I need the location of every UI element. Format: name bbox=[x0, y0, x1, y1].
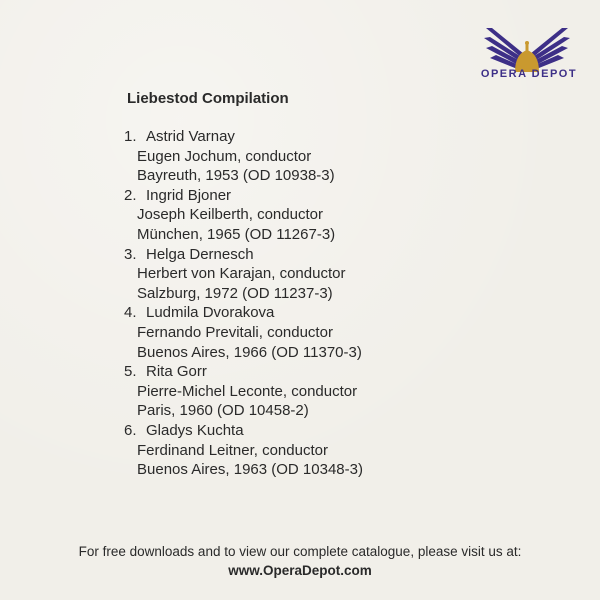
footer-url-link[interactable]: www.OperaDepot.com bbox=[228, 563, 372, 578]
list-item bbox=[124, 303, 524, 362]
details-line: Buenos Aires, 1963 (OD 10348-3) bbox=[137, 461, 363, 479]
details-line: Buenos Aires, 1966 (OD 11370-3) bbox=[137, 343, 362, 361]
conductor-line: Eugen Jochum, conductor bbox=[137, 147, 312, 165]
singer-name: Helga Dernesch bbox=[146, 245, 254, 263]
compilation-title: Liebestod Compilation bbox=[127, 90, 289, 107]
conductor-line: Fernando Previtali, conductor bbox=[137, 323, 333, 341]
list-item bbox=[124, 362, 524, 421]
singer-name: Rita Gorr bbox=[146, 363, 207, 381]
item-number: 1. bbox=[124, 128, 137, 145]
recording-list bbox=[124, 127, 524, 480]
item-number: 5. bbox=[124, 363, 137, 381]
list-item bbox=[124, 245, 524, 304]
opera-depot-wordmark bbox=[474, 63, 584, 83]
singer-name: Gladys Kuchta bbox=[146, 421, 244, 439]
singer-name: Ingrid Bjoner bbox=[146, 186, 232, 204]
item-number: 4. bbox=[124, 304, 137, 322]
conductor-line: Joseph Keilberth, conductor bbox=[137, 206, 323, 224]
conductor-line: Pierre-Michel Leconte, conductor bbox=[137, 382, 358, 400]
list-item bbox=[124, 127, 524, 186]
details-line: München, 1965 (OD 11267-3) bbox=[137, 225, 336, 243]
item-number: 2. bbox=[124, 186, 137, 204]
singer-name: Ludmila Dvorakova bbox=[146, 304, 275, 322]
item-number: 3. bbox=[124, 245, 137, 263]
conductor-line: Ferdinand Leitner, conductor bbox=[137, 441, 328, 459]
item-number: 6. bbox=[124, 421, 137, 439]
footer-message: For free downloads and to view our complete catalogue, please visit us at: bbox=[78, 544, 522, 559]
details-line: Paris, 1960 (OD 10458-2) bbox=[137, 402, 309, 420]
conductor-line: Herbert von Karajan, conductor bbox=[137, 265, 346, 283]
list-item bbox=[124, 421, 524, 480]
details-line: Bayreuth, 1953 (OD 10938-3) bbox=[137, 167, 335, 185]
list-item bbox=[124, 186, 524, 245]
singer-name: Astrid Varnay bbox=[146, 128, 235, 145]
logo-text: OPERA DEPOT bbox=[480, 68, 578, 80]
details-line: Salzburg, 1972 (OD 11237-3) bbox=[137, 284, 333, 302]
